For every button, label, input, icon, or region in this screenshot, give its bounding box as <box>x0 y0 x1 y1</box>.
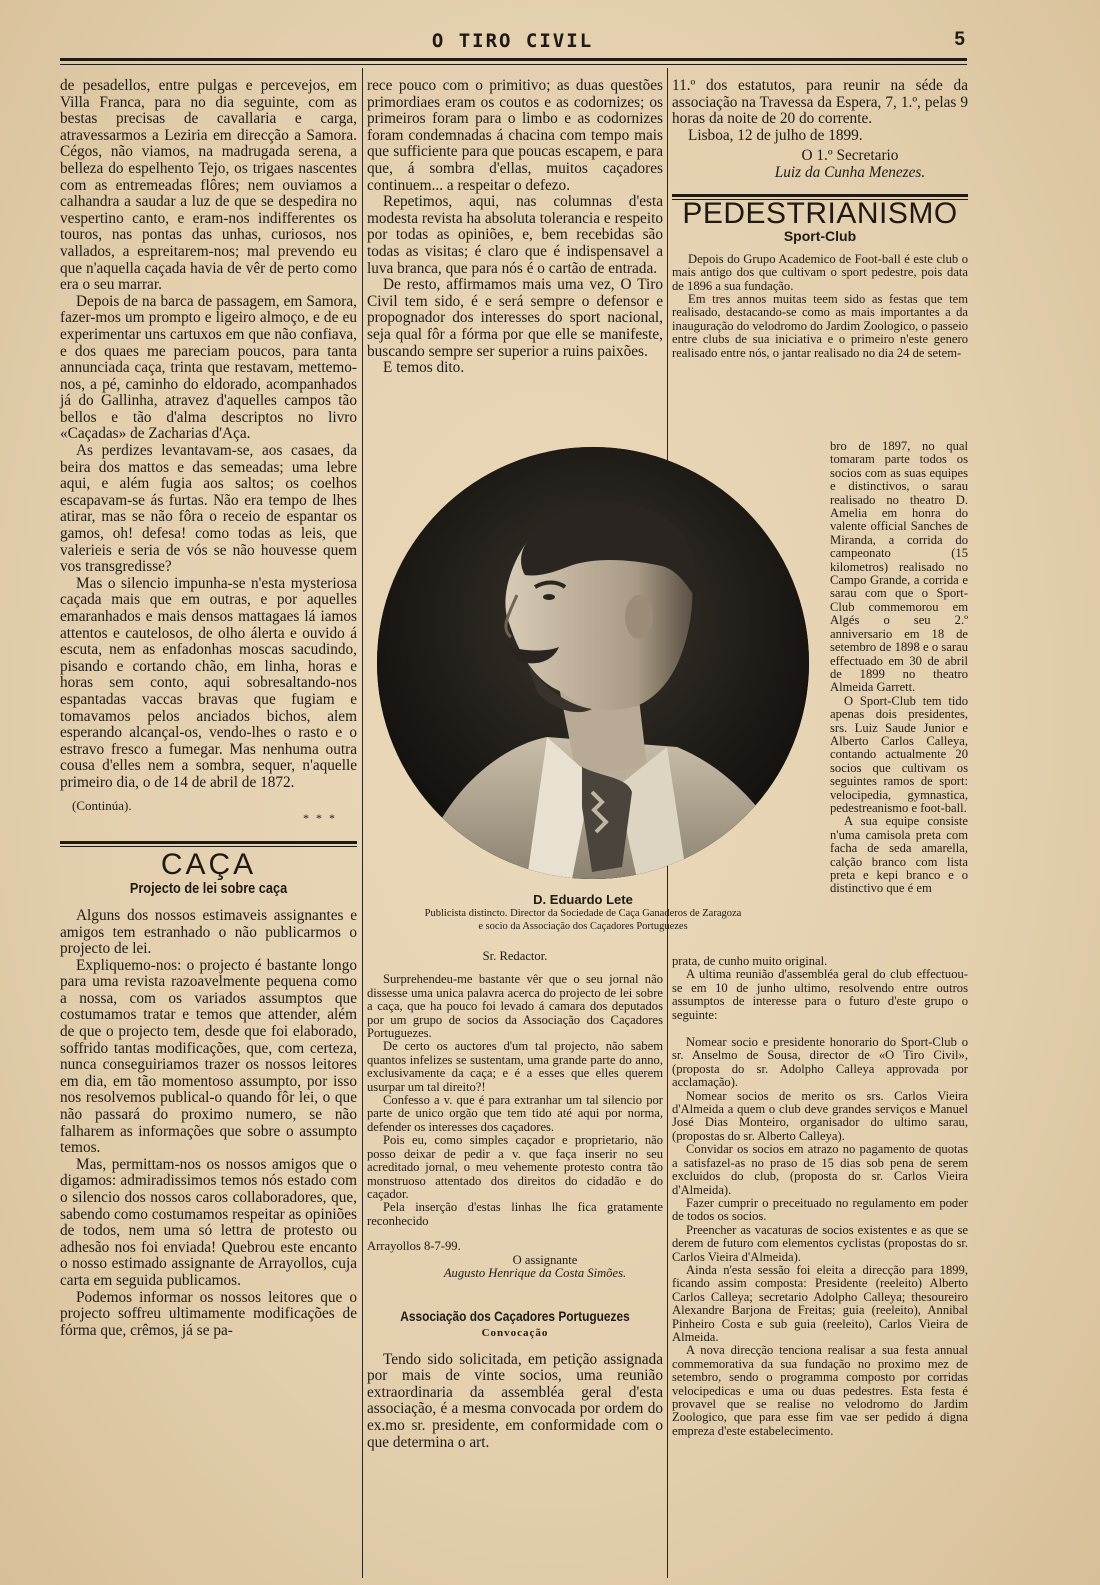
letter-paragraph: Confesso a v. que é para extranhar um tal silencio por parte de unico orgão que tem tido até aqui por norma, defender os interesses dos caçadores. <box>367 1093 663 1134</box>
article-paragraph: Mas, permittam-nos os nossos amigos que o digamos: admiradissimos temos nós estado com o silencio dos nossos caros collaboradores, que, sabendo como costumamos respeitar as opiniões de todos, nem uma só lettra de protesto ou adhesão nos foi enviada! Quebrou este encanto o nosso estimado assignante de Arrayollos, cuja carta em seguida publicamos. <box>60 1155 357 1289</box>
letter-paragraph: Surprehendeu-me bastante vêr que o seu jornal não dissesse uma unica palavra acerca do projecto de lei sobre a caça, que ha pouco foi levado á camara dos deputados por um grupo de socios da Associação dos Caçadores Portuguezes. <box>367 972 663 1041</box>
section-title-caca: CAÇA <box>160 847 257 881</box>
article-paragraph: Alguns dos nossos estimaveis assignantes e amigos tem estranhado o não publicarmos o projecto de lei. <box>60 906 357 958</box>
letter-paragraph: Pois eu, como simples caçador e proprietario, não posso deixar de pedir a v. que faça inserir no seu acreditado jornal, o meu vehemente protesto contra tão monstruoso attentado dos direitos do cidadão e do caçador. <box>367 1133 663 1201</box>
column-1 <box>60 78 357 1339</box>
letter-signoff: O assignante <box>512 1252 578 1267</box>
assoc-subtitle: Convocação <box>481 1326 549 1339</box>
article-paragraph: Podemos informar os nossos leitores que o projecto soffreu ultimamente modificações de fórma que, crêmos, já se pa- <box>60 1288 357 1339</box>
assoc-title: Associação dos Caçadores Portuguezes <box>400 1308 630 1325</box>
column-3 <box>672 78 968 360</box>
sport-paragraph: Ainda n'esta sessão foi eleita a direcção para 1899, ficando assim composta: Presidente (reeleito) Alberto Carlos Calleya; secretario Adolpho Calleya; thesoureiro Alexandre Barjona de Freitas; guia (reeleito), Annibal Pinheiro Costa e sub guia (reeleito), Carlos Vieira de Almeida. <box>672 1262 968 1344</box>
column-3-narrow <box>830 440 968 896</box>
section-rule <box>60 841 357 847</box>
assoc-date: Lisboa, 12 de julho de 1899. <box>688 126 863 144</box>
portrait-caption-text <box>367 908 799 933</box>
article-paragraph: de pesadellos, entre pulgas e percevejos, em Villa Franca, para no dia seguinte, com as bestas precisas de cavallaria e carga, atravessarmos a Leziria em direcção a Samora. Cégos, não viamos, na madrugada serena, a belleza do espelhento Tejo, os trigaes nascentes com as entremeadas flôres; nem ouviamos a calhandra a saudar a luz de que se despedira no vespertino canto, e eram-nos indifferentes os touros, nas pontas das unhas, curiosos, nos vallados, a espreitarem-nos; mal prevendo eu que n'aquella caçada havia de vêr de perto como era o seu marrar. <box>60 77 357 294</box>
section-stars: * * * <box>303 811 337 826</box>
article-paragraph: Expliquemo-nos: o projecto é bastante longo para uma revista razoavelmente pequena como a nossa, com os variados assumptos que costumamos tratar e temos que attender, além de que o projecto tem, desde que foi elaborado, soffrido tantas modificações, que, com certeza, nunca conseguiriamos trazer os nossos leitores em dia, em tão momentoso assumpto, por isso nos resolvemos publical-o quando fôr lei, o que não passará do proximo numero, se não falharem as informações que sobre o assumpto temos. <box>60 956 357 1157</box>
section-title-pedestrianismo: PEDESTRIANISMO <box>682 196 958 230</box>
article-paragraph: E temos dito. <box>383 359 465 377</box>
article-paragraph: rece pouco com o primitivo; as duas questões primordiaes eram os coutos e as codornizes; os primeiros foram para o limbo e as codornizes foram condemnadas á chacina com tempo mais que sufficiente para que poucas escapem, e para que, á sombra d'ellas, muitos caçadores continuem... a respeitar o defezo. <box>367 77 663 194</box>
column-2-top <box>367 78 663 377</box>
sport-paragraph: O Sport-Club tem tido apenas dois presidentes, srs. Luiz Saude Junior e Alberto Carlos Calleya, contando actualmente 20 socios que cultivam os seguintes ramos de sport: velocipedia, gymnastica, pedestreanismo e foot-ball. <box>830 693 968 815</box>
portrait-caption-line: Publicista distincto. Director da Sociedade de Caça Ganaderos de Zaragoza <box>424 908 742 919</box>
article-paragraph: Repetimos, aqui, nas columnas d'esta modesta revista ha absoluta tolerancia e respeito por todas as opiniões, e, bem recebidas são todas as visitas; é claro que é indispensavel a luva branca, que para nós é o cartão de entrada. <box>367 193 663 277</box>
sport-paragraph: bro de 1897, no qual tomaram parte todos os socios com as suas equipes e distinctivos, o sarau realisado no theatro D. Amelia em honra do valente official Sanches de Miranda, a corrida do campeonato (15 kilometros) realisado no Campo Grande, a corrida e sarau com que o Sport-Club commemorou em Algés o seu 2.º anniversario em 18 de setembro de 1898 e o sarau effectuado em 30 de abril de 1899 no theatro Almeida Garrett. <box>830 439 968 695</box>
sport-paragraph: Nomear socio e presidente honorario do Sport-Club o sr. Anselmo de Sousa, director de «O Tiro Civil», (proposta do sr. Adolpho Calleya approvada por acclamação). <box>672 1035 968 1090</box>
sport-paragraph: Preencher as vacaturas de socios existentes e as que se derem de futuro com elementos cyclistas (propostas do sr. Carlos Vieira d'Almeida). <box>672 1222 968 1264</box>
sport-paragraph: Nomear socios de merito os srs. Carlos Vieira d'Almeida a quem o club deve grandes serviços e Manuel José Dias Monteiro, organisador do ultimo sarau, (propostas do sr. Alberto Calleya). <box>672 1088 968 1143</box>
letter-place-date: Arrayollos 8-7-99. <box>367 1239 461 1254</box>
newspaper-title: O TIRO CIVIL <box>431 30 594 52</box>
letter-signature: Augusto Henrique da Costa Simões. <box>443 1265 627 1280</box>
article-paragraph: Mas o silencio impunha-se n'esta mysteriosa caçada mais que em outras, e por aquelles emaranhados e mais densos mattagaes lá iamos attentos e cautelosos, de olho álerta e ouvido á escuta, nem as enfadonhas moscas sacudindo, pisando e cortando chão, em linha, horas e horas sem conto, aqui sobresaltando-nos espantadas vaccas bravas que fugiam e tomavamos pelos anciados bichos, alem esperando alcançal-os, vendo-lhes o rasto e o estravo fresco a fumegar. Mas nenhuma outra cousa d'elles nem a sombra, sequer, n'aquelle primeiro dia, o de 14 de abril de 1872. <box>60 574 357 791</box>
portrait-caption-name: D. Eduardo Lete <box>533 892 633 907</box>
sport-paragraph: A sua equipe consiste n'uma camisola preta com facha de seda amarella, calção branco com lista preta e kepi branco e o distinctivo que é em <box>830 814 968 896</box>
running-header <box>60 30 965 52</box>
sport-paragraph: Depois do Grupo Academico de Foot-ball é este club o mais antigo dos que cultivam o sport pedestre, pois data de 1896 a sua fundação. <box>672 251 968 293</box>
section-subtitle: Projecto de lei sobre caça <box>129 880 288 898</box>
sport-paragraph: Em tres annos muitas teem sido as festas que tem realisado, destacando-se como as mais importantes a da inauguração do velodromo do Jardim Zoologico, o passeio entre clubs de sua iniciativa e o primeiro n'este genero realisado entre nós, o jantar realisado no dia 24 de setem- <box>672 291 968 360</box>
portrait-caption-line: e socio da Associação dos Caçadores Portuguezes <box>478 920 688 932</box>
column-3-bottom <box>672 955 968 1438</box>
header-rule <box>60 58 967 61</box>
header-rule-thin <box>60 64 967 65</box>
page-number: 5 <box>954 29 965 50</box>
sport-paragraph: prata, de cunho muito original. <box>672 954 828 968</box>
assoc-continued: 11.º dos estatutos, para reunir na séde da associação na Travessa da Espera, 7, 1.º, pelas 9 horas da noite de 20 do corrente. <box>672 77 968 128</box>
sport-paragraph: A nova direcção tenciona realisar a sua festa annual commemorativa da sua fundação no proximo mez de setembro, sendo o programma composto por corridas velocipedicas e uma ou duas pedestres. Esta festa é provavel que se realise no velodromo do Jardim Zoologico, que para esse fim vae ser pedido á digna empreza d'este estabelecimento. <box>672 1343 968 1438</box>
letter-paragraph: Pela inserção d'estas linhas lhe fica gratamente reconhecido <box>367 1200 663 1228</box>
assoc-paragraph: Tendo sido solicitada, em petição assignada por mais de vinte socios, uma reunião extraordinaria da assembléa geral d'esta associação, é a mesma convocada por ordem do ex.mo sr. presidente, em conformidade com o que determina o art. <box>367 1350 663 1451</box>
article-paragraph: As perdizes levantavam-se, aos casaes, da beira dos mattos e das semeadas; uma lebre aqui, e além fugia aos saltos; os coelhos escapavam-se ás furtas. Não era tempo de lhes atirar, mas se não fôra o receio de espantar os gamos, oh! defesa! como todas as leis, que valerieis e seria de vós se não houvesse quem vos transgredisse? <box>60 442 357 576</box>
article-paragraph: De resto, affirmamos mais uma vez, O Tiro Civil tem sido, é e será sempre o defensor e propognador dos interesses do sport nacional, seja qual fôr a fórma por que elle se manifeste, buscando sempre ser superior a ruins paixões. <box>367 276 663 360</box>
portrait-illustration <box>377 447 809 879</box>
sport-paragraph: A ultima reunião d'assembléa geral do club effectuou-se em 10 de junho ultimo, resolvendo entre outros assumptos de interesse para o futuro d'este grupo o seguinte: <box>672 967 968 1022</box>
article-paragraph: Depois de na barca de passagem, em Samora, fazer-mos um prompto e ligeiro almoço, e de eu experimentar uns cartuxos em que não confiava, e dos quaes me pareciam poucos, para tanta annunciada caça, trinta que restavam, mettemo-nos, a pé, caminho do eldorado, acompanhados já do Gallinha, atravez d'aquelles campos tão bellos e tão d'alma descriptos no livro «Caçadas» de Zacharias d'Aça. <box>60 292 357 443</box>
assoc-role: O 1.º Secretario <box>801 147 899 165</box>
continued-note: (Continúa). <box>72 797 132 813</box>
sport-paragraph: Convidar os socios em atrazo no pagamento de quotas a satisfazel-as no praso de 15 dias sob pena de serem excluidos do club, (proposta do sr. Carlos Vieira d'Almeida). <box>672 1142 968 1197</box>
sport-paragraph: Fazer cumprir o preceituado no regulamento em poder de todos os socios. <box>672 1195 968 1224</box>
assoc-signature: Luiz da Cunha Menezes. <box>774 163 926 181</box>
letter-paragraph: De certo os auctores d'um tal projecto, não sabem quantos infelizes se sustentam, uma grande parte do anno, exclusivamente da caça; e é a esses que elles querem usurpar um tal direito?! <box>367 1039 663 1094</box>
column-2-letter <box>367 950 663 1451</box>
letter-salutation: Sr. Redactor. <box>482 949 548 963</box>
column-divider-left <box>362 68 363 1578</box>
section-subtitle-sport-club: Sport-Club <box>783 228 857 245</box>
portrait-photo <box>377 447 809 879</box>
